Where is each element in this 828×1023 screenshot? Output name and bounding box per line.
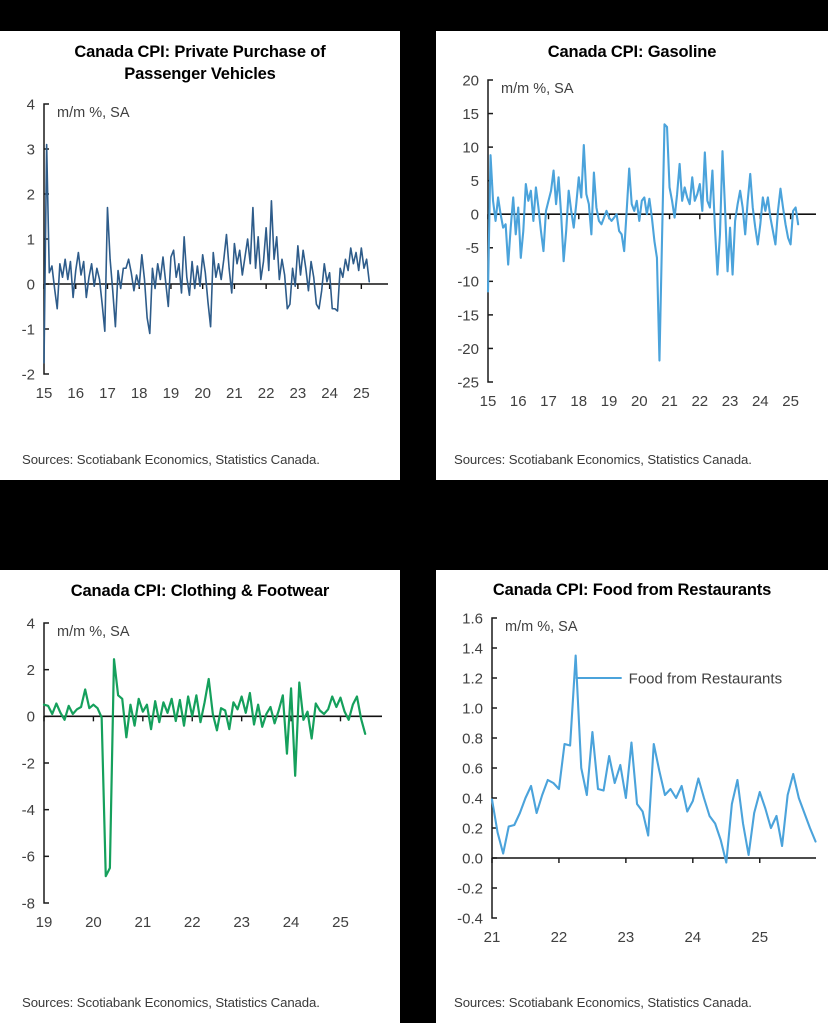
plot-area-clothing-footwear [0,603,400,955]
x-axis-tick-label: 20 [85,913,102,931]
x-axis-tick-label: 25 [332,913,349,931]
y-axis-tick-label: 20 [462,72,479,90]
chart-title-line-1: Canada CPI: Gasoline [547,43,717,61]
chart-title-line-1: Canada CPI: Food from Restaurants [492,581,772,599]
x-axis-tick-label: 22 [183,913,201,931]
y-axis-tick-label: 1.0 [462,700,483,718]
y-axis-tick-label: 15 [462,105,479,123]
chart-title-food-from-restaurants [436,570,828,602]
x-axis-tick-label: 23 [289,384,307,402]
y-axis-tick-label: 1.4 [462,640,483,658]
y-axis-tick-label: 3 [26,140,35,158]
axis-unit-label: m/m %, SA [57,623,130,640]
y-axis-tick-label: -20 [457,340,479,358]
x-axis-tick-label: 25 [352,384,370,402]
plot-area-private-purchase-passenger-vehicles [0,86,400,426]
y-axis-tick-label: 5 [470,172,479,190]
y-axis-tick-label: 0.2 [462,820,483,838]
y-axis-tick-label: -2 [21,755,35,773]
y-axis-tick-label: 2 [26,661,35,679]
data-series-line [44,144,369,362]
axis-unit-label: m/m %, SA [505,618,578,635]
y-axis-tick-label: 1 [26,230,35,248]
x-axis-tick-label: 21 [226,384,243,402]
x-axis-tick-label: 16 [509,392,527,410]
y-axis-tick-label: 4 [26,95,35,113]
y-axis-tick-label: -0.2 [457,880,483,898]
x-axis-tick-label: 18 [130,384,148,402]
x-axis-tick-label: 19 [162,384,180,402]
x-axis-tick-label: 15 [35,384,53,402]
x-axis-tick-label: 23 [233,913,251,931]
x-axis-tick-label: 25 [751,928,769,946]
y-axis-tick-label: 10 [462,139,479,157]
chart-title-line-1: Canada CPI: Private Purchase of [74,43,326,61]
chart-title-private-purchase-passenger-vehicles [0,31,400,86]
chart-title-gasoline [436,31,828,64]
chart-title-clothing-footwear [0,570,400,603]
y-axis-tick-label: 2 [26,185,35,203]
y-axis-tick-label: 0 [470,206,479,224]
x-axis-tick-label: 16 [67,384,85,402]
y-axis-tick-label: -4 [21,801,35,819]
y-axis-tick-label: -5 [465,239,479,257]
y-axis-tick-label: -1 [21,320,35,338]
x-axis-tick-label: 22 [691,392,709,410]
y-axis-tick-label: 1.6 [462,610,483,628]
y-axis-tick-label: 0.4 [462,790,483,808]
y-axis-tick-label: 0.0 [462,850,483,868]
x-axis-tick-label: 20 [194,384,212,402]
plot-area-gasoline [436,64,828,432]
axis-unit-label: m/m %, SA [501,80,574,97]
y-axis-tick-label: 0.6 [462,760,483,778]
sources-note-3: Sources: Scotiabank Economics, Statistics Canada. [22,995,320,1010]
y-axis-tick-label: -6 [21,848,35,866]
x-axis-tick-label: 24 [321,384,338,402]
data-series-line [44,659,365,876]
y-axis-tick-label: 4 [26,615,35,633]
chart-panel-food-from-restaurants [436,570,828,1023]
x-axis-tick-label: 17 [99,384,116,402]
x-axis-tick-label: 24 [751,392,769,410]
sources-note-2: Sources: Scotiabank Economics, Statistics Canada. [454,452,752,467]
x-axis-tick-label: 21 [483,928,501,946]
y-axis-tick-label: -8 [21,895,35,913]
y-axis-tick-label: -0.4 [457,910,483,928]
y-axis-tick-label: 0 [26,275,35,293]
axis-unit-label: m/m %, SA [57,104,130,121]
series-annotation-label: Food from Restaurants [628,670,783,688]
sources-note-4: Sources: Scotiabank Economics, Statistics Canada. [454,995,752,1010]
y-axis-tick-label: 0 [26,708,35,726]
data-series-line [488,124,798,360]
x-axis-tick-label: 15 [479,392,497,410]
x-axis-tick-label: 22 [550,928,568,946]
chart-title-line-1: Canada CPI: Clothing & Footwear [70,582,330,600]
x-axis-tick-label: 24 [282,913,300,931]
y-axis-tick-label: -10 [457,273,479,291]
chart-panel-gasoline [436,31,828,480]
x-axis-tick-label: 18 [570,392,588,410]
chart-title-line-2: Passenger Vehicles [124,64,276,83]
y-axis-tick-label: -2 [21,365,35,383]
y-axis-tick-label: -15 [457,307,479,325]
y-axis-tick-label: 1.2 [462,670,483,688]
x-axis-tick-label: 23 [721,392,739,410]
x-axis-tick-label: 25 [782,392,799,410]
x-axis-tick-label: 24 [684,928,702,946]
x-axis-tick-label: 19 [600,392,618,410]
x-axis-tick-label: 20 [630,392,648,410]
x-axis-tick-label: 19 [35,913,53,931]
x-axis-tick-label: 21 [134,913,152,931]
x-axis-tick-label: 17 [540,392,557,410]
x-axis-tick-label: 22 [257,384,275,402]
y-axis-tick-label: 0.8 [462,730,483,748]
y-axis-tick-label: -25 [457,374,479,392]
x-axis-tick-label: 21 [661,392,678,410]
chart-panel-private-purchase-passenger-vehicles [0,31,400,480]
plot-area-food-from-restaurants [436,602,828,968]
chart-panel-clothing-footwear [0,570,400,1023]
x-axis-tick-label: 23 [617,928,635,946]
sources-note-1: Sources: Scotiabank Economics, Statistics Canada. [22,452,320,467]
